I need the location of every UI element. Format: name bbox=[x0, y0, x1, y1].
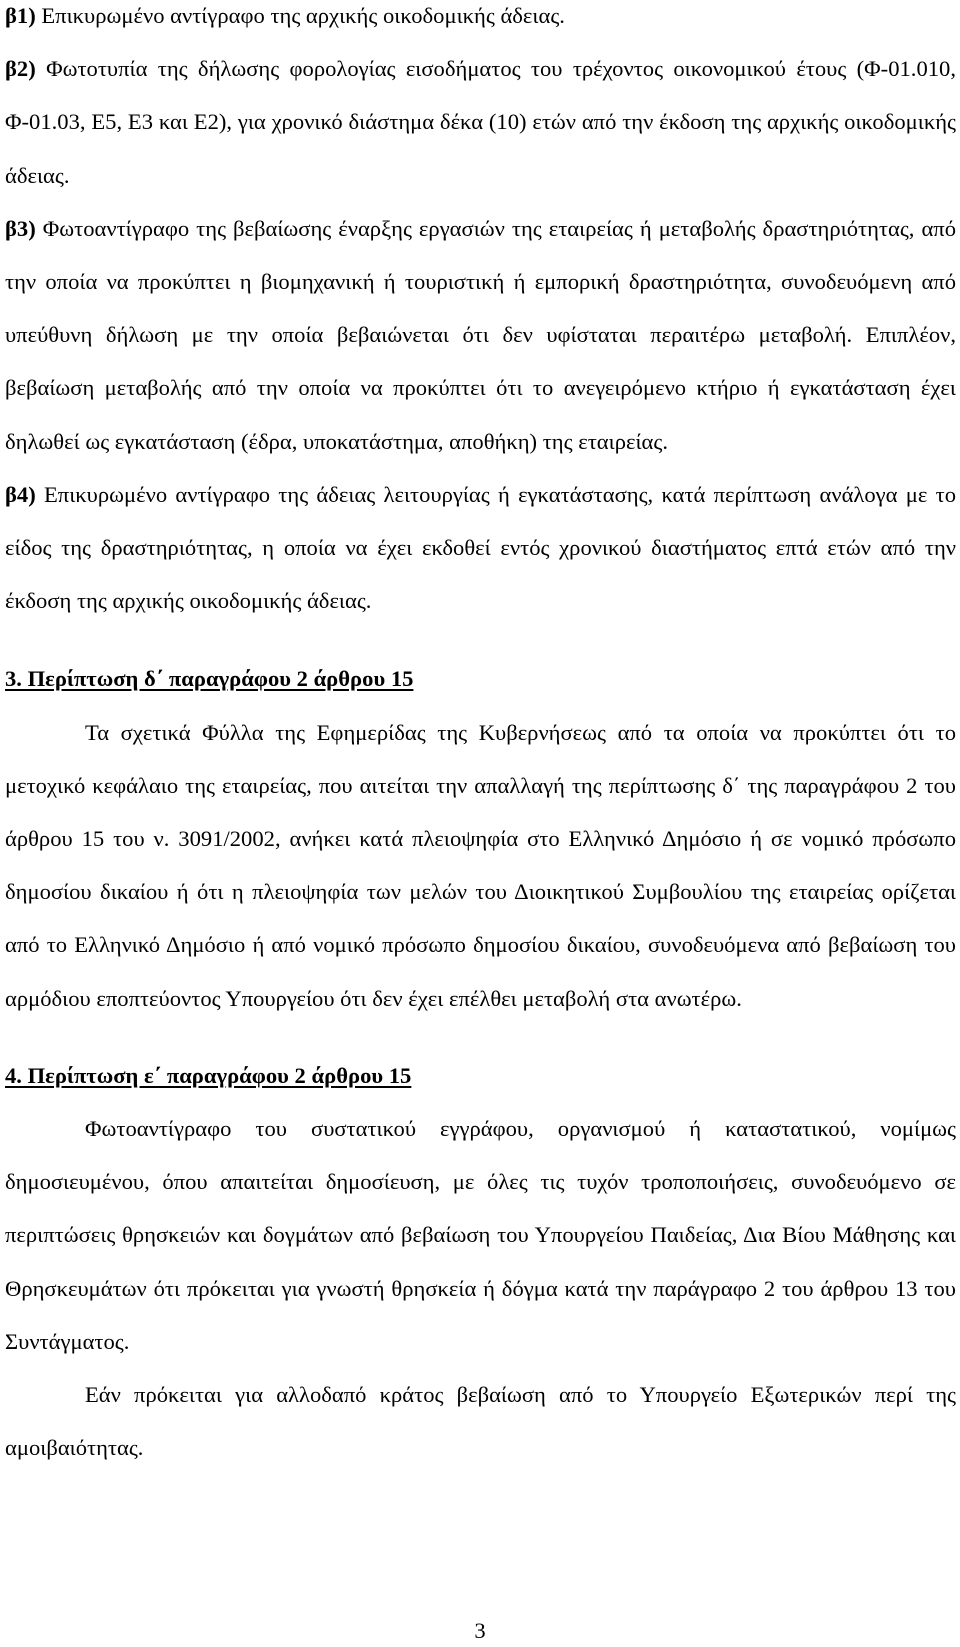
item-b3-lead: β3) bbox=[5, 215, 36, 241]
item-b4-lead: β4) bbox=[5, 481, 36, 507]
item-b1-lead: β1) bbox=[5, 3, 36, 28]
section-3-heading: 3. Περίπτωση δ΄ παραγράφου 2 άρθρου 15 bbox=[5, 666, 414, 692]
item-b3 bbox=[5, 202, 956, 468]
item-b2-text: Φωτοτυπία της δήλωσης φορολογίας εισοδήματος του τρέχοντος οικονομικού έτους (Φ-01.010, Φ-01.03, Ε5, Ε3 και Ε2), για χρονικό διάστημα δέκα (10) ετών από την έκδοση της αρχικής οικοδομικής άδειας. bbox=[5, 56, 956, 188]
section-4-heading: 4. Περίπτωση ε΄ παραγράφου 2 άρθρου 15 bbox=[5, 1062, 412, 1088]
section-3-paragraph: Τα σχετικά Φύλλα της Εφημερίδας της Κυβερνήσεως από τα οποία να προκύπτει ότι το μετοχικό κεφάλαιο της εταιρείας, που αιτείται την απαλλαγή της περίπτωσης δ΄ της παραγράφου 2 του άρθρου 15 του ν. 3091/2002, ανήκει κατά πλειοψηφία στο Ελληνικό Δημόσιο ή σε νομικό πρόσωπο δημοσίου δικαίου ή ότι η πλειοψηφία των μελών του Διοικητικού Συμβουλίου της εταιρείας ορίζεται από το Ελληνικό Δημόσιο ή από νομικό πρόσωπο δημοσίου δικαίου, συνοδευόμενα από βεβαίωση του αρμόδιου εποπτεύοντος Υπουργείου ότι δεν έχει επέλθει μεταβολή στα ανωτέρω. bbox=[5, 719, 956, 1011]
page-number: 3 bbox=[474, 1618, 486, 1643]
item-b2-lead: β2) bbox=[5, 56, 36, 82]
item-b4 bbox=[5, 468, 956, 628]
item-b3-text: Φωτοαντίγραφο της βεβαίωσης έναρξης εργασιών της εταιρείας ή μεταβολής δραστηριότητας, από την οποία να προκύπτει η βιομηχανική ή τουριστική ή εμπορική δραστηριότητα, συνοδευόμενη από υπεύθυνη δήλωση με την οποία βεβαιώνεται ότι δεν υφίσταται περαιτέρω μεταβολή. Επιπλέον, βεβαίωση μεταβολής από την οποία να προκύπτει ότι το ανεγειρόμενο κτήριο ή εγκατάσταση έχει δηλωθεί ως εγκατάσταση (έδρα, υποκατάστημα, αποθήκη) της εταιρείας. bbox=[5, 215, 956, 454]
item-b1 bbox=[5, 0, 956, 42]
section-4-paragraph-1: Φωτοαντίγραφο του συστατικού εγγράφου, οργανισμού ή καταστατικού, νομίμως δημοσιευμένου, όπου απαιτείται δημοσίευση, με όλες τις τυχόν τροποποιήσεις, συνοδευόμενο σε περιπτώσεις θρησκειών και δογμάτων από βεβαίωση του Υπουργείου Παιδείας, Δια Βίου Μάθησης και Θρησκευμάτων ότι πρόκειται για γνωστή θρησκεία ή δόγμα κατά την παράγραφο 2 του άρθρου 13 του Συντάγματος. bbox=[5, 1116, 956, 1354]
item-b2 bbox=[5, 42, 956, 202]
page-content bbox=[5, 0, 956, 1474]
section-4-paragraph-2: Εάν πρόκειται για αλλοδαπό κράτος βεβαίωση από το Υπουργείο Εξωτερικών περί της αμοιβαιότητας. bbox=[5, 1382, 956, 1461]
item-b1-text: Επικυρωμένο αντίγραφο της αρχικής οικοδομικής άδειας. bbox=[35, 3, 565, 28]
item-b4-text: Επικυρωμένο αντίγραφο της άδειας λειτουργίας ή εγκατάστασης, κατά περίπτωση ανάλογα με το είδος της δραστηριότητας, η οποία να έχει εκδοθεί εντός χρονικού διαστήματος επτά ετών από την έκδοση της αρχικής οικοδομικής άδειας. bbox=[5, 481, 956, 614]
